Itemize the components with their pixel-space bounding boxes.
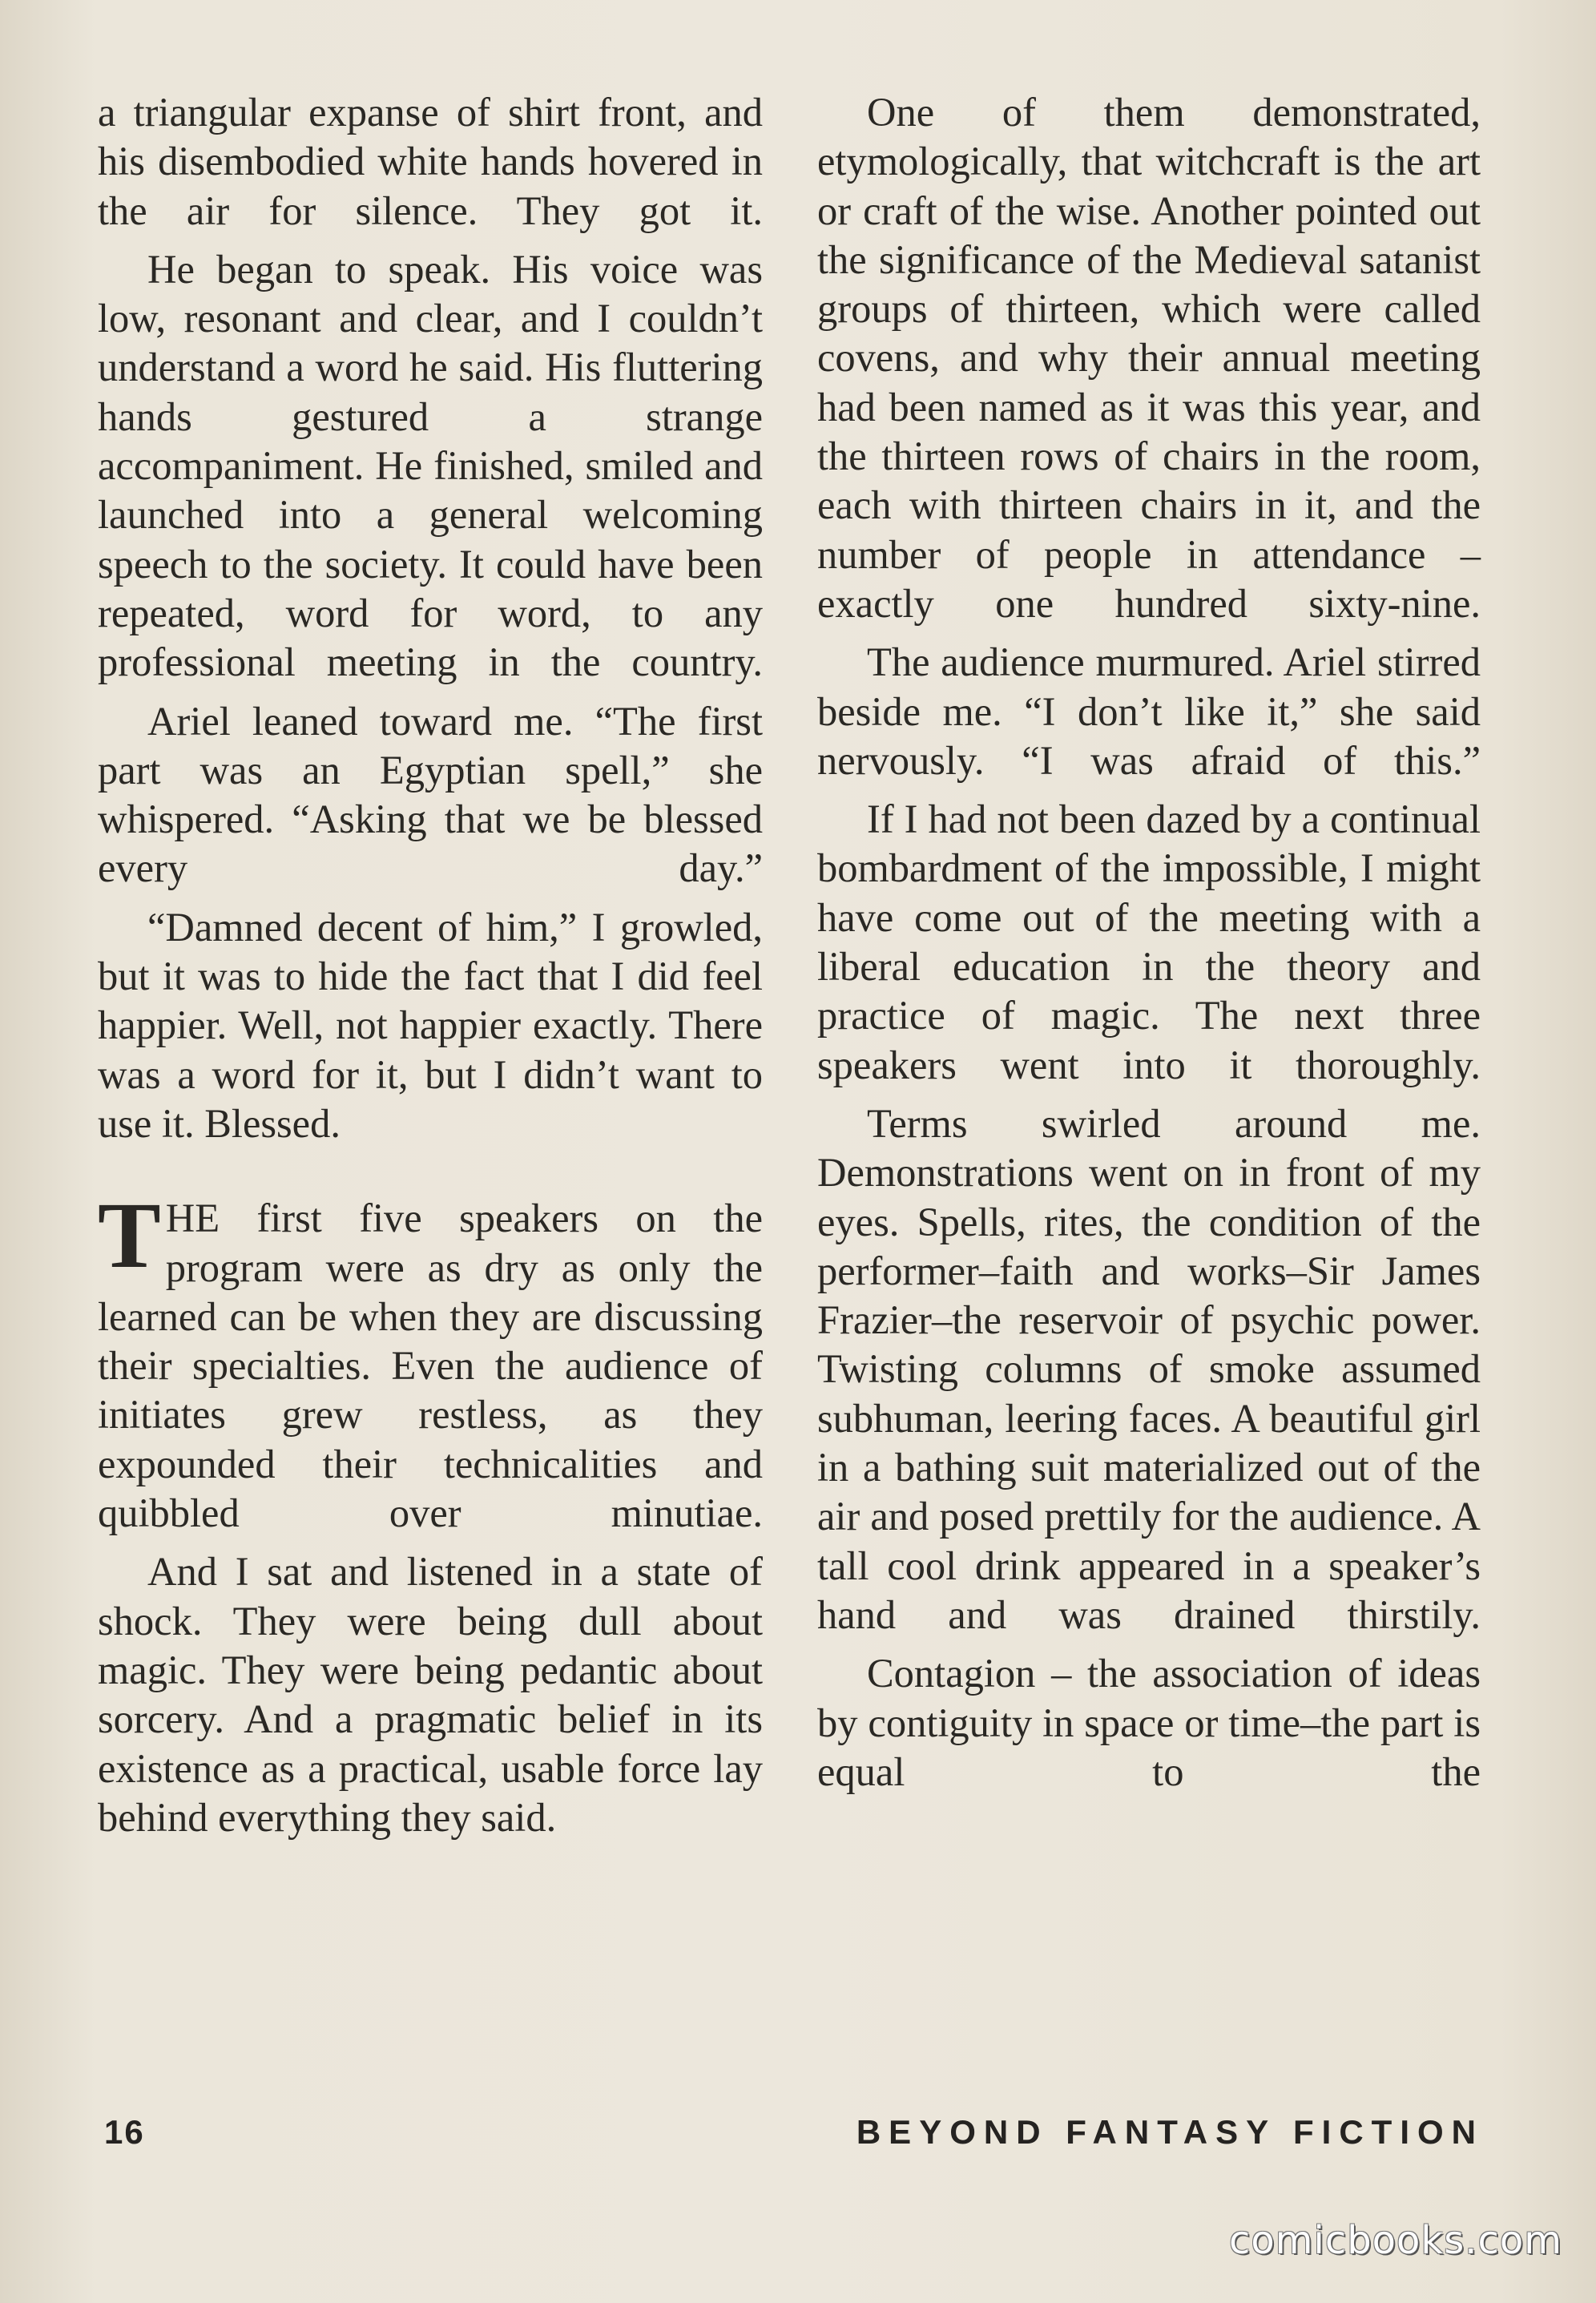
right-column xyxy=(817,88,1481,1797)
left-column xyxy=(98,88,763,1842)
page-number: 16 xyxy=(104,2113,145,2151)
paragraph-text: HE first five speakers on the program were as dry as only the learned can be when they are discussing their specialties. Even the audience of initiates grew restless, as they expounded their technicalities and quibbled over minutiae. xyxy=(98,1196,763,1536)
paragraph: One of them demonstrated, etymologically, that witchcraft is the art or craft of the wise. Another pointed out the significance of the Medieval satanist groups of thirteen, which were called covens, and why their annual meeting had been named as it was this year, and the thirteen rows of chairs in the room, each with thirteen chairs in it, and the number of people in attendance – exactly one hundred sixty-nine. xyxy=(817,90,1481,626)
drop-cap: T xyxy=(98,1183,161,1289)
paragraph: Terms swirled around me. Demonstrations went on in front of my eyes. Spells, rites, the condition of the performer–faith and works–Sir James Frazier–the reservoir of psychic power. Twisting columns of smoke assumed subhuman, leering faces. A beautiful girl in a bathing suit materialized out of the air and posed prettily for the audience. A tall cool drink appeared in a speaker’s hand and was drained thirstily. xyxy=(817,1100,1481,1637)
paragraph: The audience murmured. Ariel stirred beside me. “I don’t like it,” she said nervously. “I was afraid of this.” xyxy=(817,639,1481,783)
paragraph: Contagion – the association of ideas by contiguity in space or time–the part is equal to the xyxy=(817,1651,1481,1794)
paragraph: And I sat and listened in a state of shock. They were being dull about magic. They were being pedantic about sorcery. And a pragmatic belief in its existence as a practical, usable force lay behind everything they said. xyxy=(98,1549,763,1840)
watermark: comicbooks.com xyxy=(1228,2218,1562,2263)
paragraph: Ariel leaned toward me. “The first part was an Egyptian spell,” she whispered. “Asking that we be blessed every day.” xyxy=(98,698,763,891)
paragraph: If I had not been dazed by a continual bombardment of the impossible, I might have come out of the meeting with a liberal education in the theory and practice of magic. The next three speakers went into it thoroughly. xyxy=(817,797,1481,1087)
paragraph: “Damned decent of him,” I growled, but it was to hide the fact that I did feel happier. Well, not happier exactly. There was a word for it, but I didn’t want to use it. Blessed. xyxy=(98,904,763,1146)
paragraph: He began to speak. His voice was low, resonant and clear, and I couldn’t understand a word he said. His fluttering hands gestured a strange accompaniment. He finished, smiled and launched into a general welcoming speech to the society. It could have been repeated, word for word, to any professional meeting in the country. xyxy=(98,246,763,685)
magazine-title: BEYOND FANTASY FICTION xyxy=(856,2113,1484,2151)
paragraph: a triangular expanse of shirt front, and his disembodied white hands hovered in the air for silence. They got it. xyxy=(98,90,763,233)
section-paragraph xyxy=(98,1183,763,1538)
